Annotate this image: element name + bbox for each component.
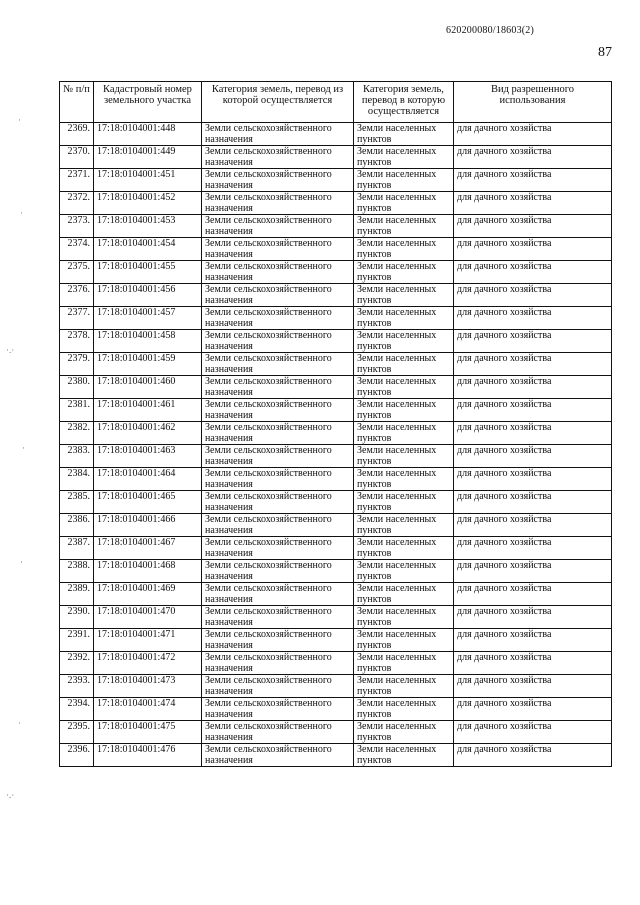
- category-to: Земли населенных пунктов: [354, 652, 454, 675]
- category-from: Земли сельскохозяйственного назначения: [202, 675, 354, 698]
- table-row: [60, 238, 612, 261]
- row-number: 2373.: [60, 215, 94, 238]
- category-from: Земли сельскохозяйственного назначения: [202, 468, 354, 491]
- table-body: [60, 123, 612, 767]
- permitted-use: для дачного хозяйства: [454, 514, 612, 537]
- cadastral-number: 17:18:0104001:459: [94, 353, 202, 376]
- category-to: Земли населенных пунктов: [354, 192, 454, 215]
- table-row: [60, 307, 612, 330]
- table-row: [60, 261, 612, 284]
- table-row: [60, 146, 612, 169]
- permitted-use: для дачного хозяйства: [454, 491, 612, 514]
- category-from: Земли сельскохозяйственного назначения: [202, 514, 354, 537]
- table-row: [60, 629, 612, 652]
- cadastral-number: 17:18:0104001:456: [94, 284, 202, 307]
- cadastral-number: 17:18:0104001:451: [94, 169, 202, 192]
- cadastral-number: 17:18:0104001:466: [94, 514, 202, 537]
- permitted-use: для дачного хозяйства: [454, 606, 612, 629]
- row-number: 2376.: [60, 284, 94, 307]
- permitted-use: для дачного хозяйства: [454, 698, 612, 721]
- permitted-use: для дачного хозяйства: [454, 629, 612, 652]
- permitted-use: для дачного хозяйства: [454, 376, 612, 399]
- scan-mark: ·: [20, 557, 23, 567]
- category-from: Земли сельскохозяйственного назначения: [202, 353, 354, 376]
- permitted-use: для дачного хозяйства: [454, 583, 612, 606]
- header-category-to: Категория земель, перевод в которую осуществляется: [354, 82, 454, 123]
- permitted-use: для дачного хозяйства: [454, 468, 612, 491]
- cadastral-number: 17:18:0104001:468: [94, 560, 202, 583]
- header-category-from: Категория земель, перевод из которой осуществляется: [202, 82, 354, 123]
- category-from: Земли сельскохозяйственного назначения: [202, 238, 354, 261]
- row-number: 2379.: [60, 353, 94, 376]
- row-number: 2375.: [60, 261, 94, 284]
- category-to: Земли населенных пунктов: [354, 583, 454, 606]
- cadastral-number: 17:18:0104001:457: [94, 307, 202, 330]
- category-from: Земли сельскохозяйственного назначения: [202, 629, 354, 652]
- category-to: Земли населенных пунктов: [354, 238, 454, 261]
- table-row: [60, 583, 612, 606]
- permitted-use: для дачного хозяйства: [454, 261, 612, 284]
- permitted-use: для дачного хозяйства: [454, 123, 612, 146]
- cadastral-number: 17:18:0104001:460: [94, 376, 202, 399]
- permitted-use: для дачного хозяйства: [454, 721, 612, 744]
- table-row: [60, 560, 612, 583]
- category-to: Земли населенных пунктов: [354, 445, 454, 468]
- scan-edge-marks: [0, 0, 40, 905]
- table-row: [60, 422, 612, 445]
- category-from: Земли сельскохозяйственного назначения: [202, 169, 354, 192]
- permitted-use: для дачного хозяйства: [454, 560, 612, 583]
- category-from: Земли сельскохозяйственного назначения: [202, 422, 354, 445]
- cadastral-number: 17:18:0104001:452: [94, 192, 202, 215]
- permitted-use: для дачного хозяйства: [454, 353, 612, 376]
- row-number: 2392.: [60, 652, 94, 675]
- cadastral-number: 17:18:0104001:462: [94, 422, 202, 445]
- document-number: 620200080/18603(2): [446, 25, 535, 36]
- scan-mark: ·.·: [6, 345, 15, 355]
- table-row: [60, 675, 612, 698]
- row-number: 2388.: [60, 560, 94, 583]
- table-row: [60, 123, 612, 146]
- permitted-use: для дачного хозяйства: [454, 537, 612, 560]
- row-number: 2383.: [60, 445, 94, 468]
- cadastral-number: 17:18:0104001:465: [94, 491, 202, 514]
- row-number: 2391.: [60, 629, 94, 652]
- category-from: Земли сельскохозяйственного назначения: [202, 330, 354, 353]
- row-number: 2389.: [60, 583, 94, 606]
- cadastral-number: 17:18:0104001:453: [94, 215, 202, 238]
- category-from: Земли сельскохозяйственного назначения: [202, 744, 354, 767]
- scan-mark: ·: [18, 718, 21, 728]
- category-to: Земли населенных пунктов: [354, 123, 454, 146]
- category-from: Земли сельскохозяйственного назначения: [202, 307, 354, 330]
- category-from: Земли сельскохозяйственного назначения: [202, 560, 354, 583]
- row-number: 2378.: [60, 330, 94, 353]
- table-row: [60, 721, 612, 744]
- row-number: 2384.: [60, 468, 94, 491]
- category-to: Земли населенных пунктов: [354, 399, 454, 422]
- row-number: 2370.: [60, 146, 94, 169]
- category-to: Земли населенных пунктов: [354, 284, 454, 307]
- category-from: Земли сельскохозяйственного назначения: [202, 537, 354, 560]
- row-number: 2372.: [60, 192, 94, 215]
- scan-mark: ·: [18, 115, 21, 125]
- cadastral-number: 17:18:0104001:469: [94, 583, 202, 606]
- cadastral-number: 17:18:0104001:463: [94, 445, 202, 468]
- permitted-use: для дачного хозяйства: [454, 652, 612, 675]
- category-to: Земли населенных пунктов: [354, 169, 454, 192]
- category-from: Земли сельскохозяйственного назначения: [202, 445, 354, 468]
- category-from: Земли сельскохозяйственного назначения: [202, 606, 354, 629]
- cadastral-number: 17:18:0104001:464: [94, 468, 202, 491]
- cadastral-number: 17:18:0104001:473: [94, 675, 202, 698]
- permitted-use: для дачного хозяйства: [454, 422, 612, 445]
- category-from: Земли сельскохозяйственного назначения: [202, 399, 354, 422]
- cadastral-number: 17:18:0104001:470: [94, 606, 202, 629]
- category-to: Земли населенных пунктов: [354, 744, 454, 767]
- permitted-use: для дачного хозяйства: [454, 146, 612, 169]
- cadastral-number: 17:18:0104001:475: [94, 721, 202, 744]
- category-from: Земли сельскохозяйственного назначения: [202, 123, 354, 146]
- row-number: 2387.: [60, 537, 94, 560]
- table-row: [60, 284, 612, 307]
- permitted-use: для дачного хозяйства: [454, 215, 612, 238]
- row-number: 2381.: [60, 399, 94, 422]
- table-row: [60, 468, 612, 491]
- category-from: Земли сельскохозяйственного назначения: [202, 215, 354, 238]
- table-row: [60, 330, 612, 353]
- table-row: [60, 606, 612, 629]
- category-to: Земли населенных пунктов: [354, 514, 454, 537]
- category-to: Земли населенных пунктов: [354, 215, 454, 238]
- table-row: [60, 215, 612, 238]
- row-number: 2377.: [60, 307, 94, 330]
- cadastral-number: 17:18:0104001:454: [94, 238, 202, 261]
- category-to: Земли населенных пунктов: [354, 261, 454, 284]
- row-number: 2380.: [60, 376, 94, 399]
- table-row: [60, 491, 612, 514]
- table-row: [60, 353, 612, 376]
- cadastral-number: 17:18:0104001:449: [94, 146, 202, 169]
- table-row: [60, 537, 612, 560]
- row-number: 2371.: [60, 169, 94, 192]
- category-to: Земли населенных пунктов: [354, 307, 454, 330]
- permitted-use: для дачного хозяйства: [454, 744, 612, 767]
- header-permitted-use: Вид разрешенного использования: [454, 82, 612, 123]
- row-number: 2369.: [60, 123, 94, 146]
- row-number: 2386.: [60, 514, 94, 537]
- cadastral-number: 17:18:0104001:448: [94, 123, 202, 146]
- category-to: Земли населенных пунктов: [354, 675, 454, 698]
- category-to: Земли населенных пунктов: [354, 353, 454, 376]
- table-row: [60, 652, 612, 675]
- table-row: [60, 169, 612, 192]
- header-cadastral-number: Кадастровый номер земельного участка: [94, 82, 202, 123]
- table-row: [60, 744, 612, 767]
- category-to: Земли населенных пунктов: [354, 537, 454, 560]
- cadastral-number: 17:18:0104001:467: [94, 537, 202, 560]
- permitted-use: для дачного хозяйства: [454, 192, 612, 215]
- category-to: Земли населенных пунктов: [354, 146, 454, 169]
- cadastral-number: 17:18:0104001:455: [94, 261, 202, 284]
- table-row: [60, 445, 612, 468]
- scan-mark: ·: [22, 443, 25, 453]
- category-from: Земли сельскохозяйственного назначения: [202, 284, 354, 307]
- header-number: № п/п: [60, 82, 94, 123]
- category-to: Земли населенных пунктов: [354, 560, 454, 583]
- table-row: [60, 376, 612, 399]
- permitted-use: для дачного хозяйства: [454, 399, 612, 422]
- row-number: 2374.: [60, 238, 94, 261]
- category-to: Земли населенных пунктов: [354, 468, 454, 491]
- category-from: Земли сельскохозяйственного назначения: [202, 721, 354, 744]
- category-from: Земли сельскохозяйственного назначения: [202, 146, 354, 169]
- scan-mark: ·: [20, 208, 23, 218]
- category-to: Земли населенных пунктов: [354, 721, 454, 744]
- category-to: Земли населенных пунктов: [354, 422, 454, 445]
- table-row: [60, 399, 612, 422]
- category-to: Земли населенных пунктов: [354, 606, 454, 629]
- category-from: Земли сельскохозяйственного назначения: [202, 192, 354, 215]
- scan-mark: ·.·: [6, 790, 15, 800]
- table-header-row: [60, 82, 612, 123]
- row-number: 2382.: [60, 422, 94, 445]
- category-from: Земли сельскохозяйственного назначения: [202, 376, 354, 399]
- row-number: 2396.: [60, 744, 94, 767]
- land-plots-table: [59, 81, 612, 767]
- cadastral-number: 17:18:0104001:476: [94, 744, 202, 767]
- permitted-use: для дачного хозяйства: [454, 675, 612, 698]
- table-row: [60, 698, 612, 721]
- permitted-use: для дачного хозяйства: [454, 330, 612, 353]
- table-row: [60, 192, 612, 215]
- category-to: Земли населенных пунктов: [354, 698, 454, 721]
- permitted-use: для дачного хозяйства: [454, 169, 612, 192]
- cadastral-number: 17:18:0104001:472: [94, 652, 202, 675]
- cadastral-number: 17:18:0104001:471: [94, 629, 202, 652]
- permitted-use: для дачного хозяйства: [454, 238, 612, 261]
- cadastral-number: 17:18:0104001:474: [94, 698, 202, 721]
- permitted-use: для дачного хозяйства: [454, 307, 612, 330]
- row-number: 2390.: [60, 606, 94, 629]
- cadastral-number: 17:18:0104001:458: [94, 330, 202, 353]
- category-to: Земли населенных пунктов: [354, 330, 454, 353]
- table-row: [60, 514, 612, 537]
- category-from: Земли сельскохозяйственного назначения: [202, 261, 354, 284]
- row-number: 2385.: [60, 491, 94, 514]
- row-number: 2393.: [60, 675, 94, 698]
- category-from: Земли сельскохозяйственного назначения: [202, 491, 354, 514]
- cadastral-number: 17:18:0104001:461: [94, 399, 202, 422]
- category-to: Земли населенных пунктов: [354, 376, 454, 399]
- category-from: Земли сельскохозяйственного назначения: [202, 652, 354, 675]
- page-number: 87: [598, 45, 612, 60]
- permitted-use: для дачного хозяйства: [454, 284, 612, 307]
- category-from: Земли сельскохозяйственного назначения: [202, 698, 354, 721]
- row-number: 2395.: [60, 721, 94, 744]
- row-number: 2394.: [60, 698, 94, 721]
- category-from: Земли сельскохозяйственного назначения: [202, 583, 354, 606]
- category-to: Земли населенных пунктов: [354, 629, 454, 652]
- permitted-use: для дачного хозяйства: [454, 445, 612, 468]
- category-to: Земли населенных пунктов: [354, 491, 454, 514]
